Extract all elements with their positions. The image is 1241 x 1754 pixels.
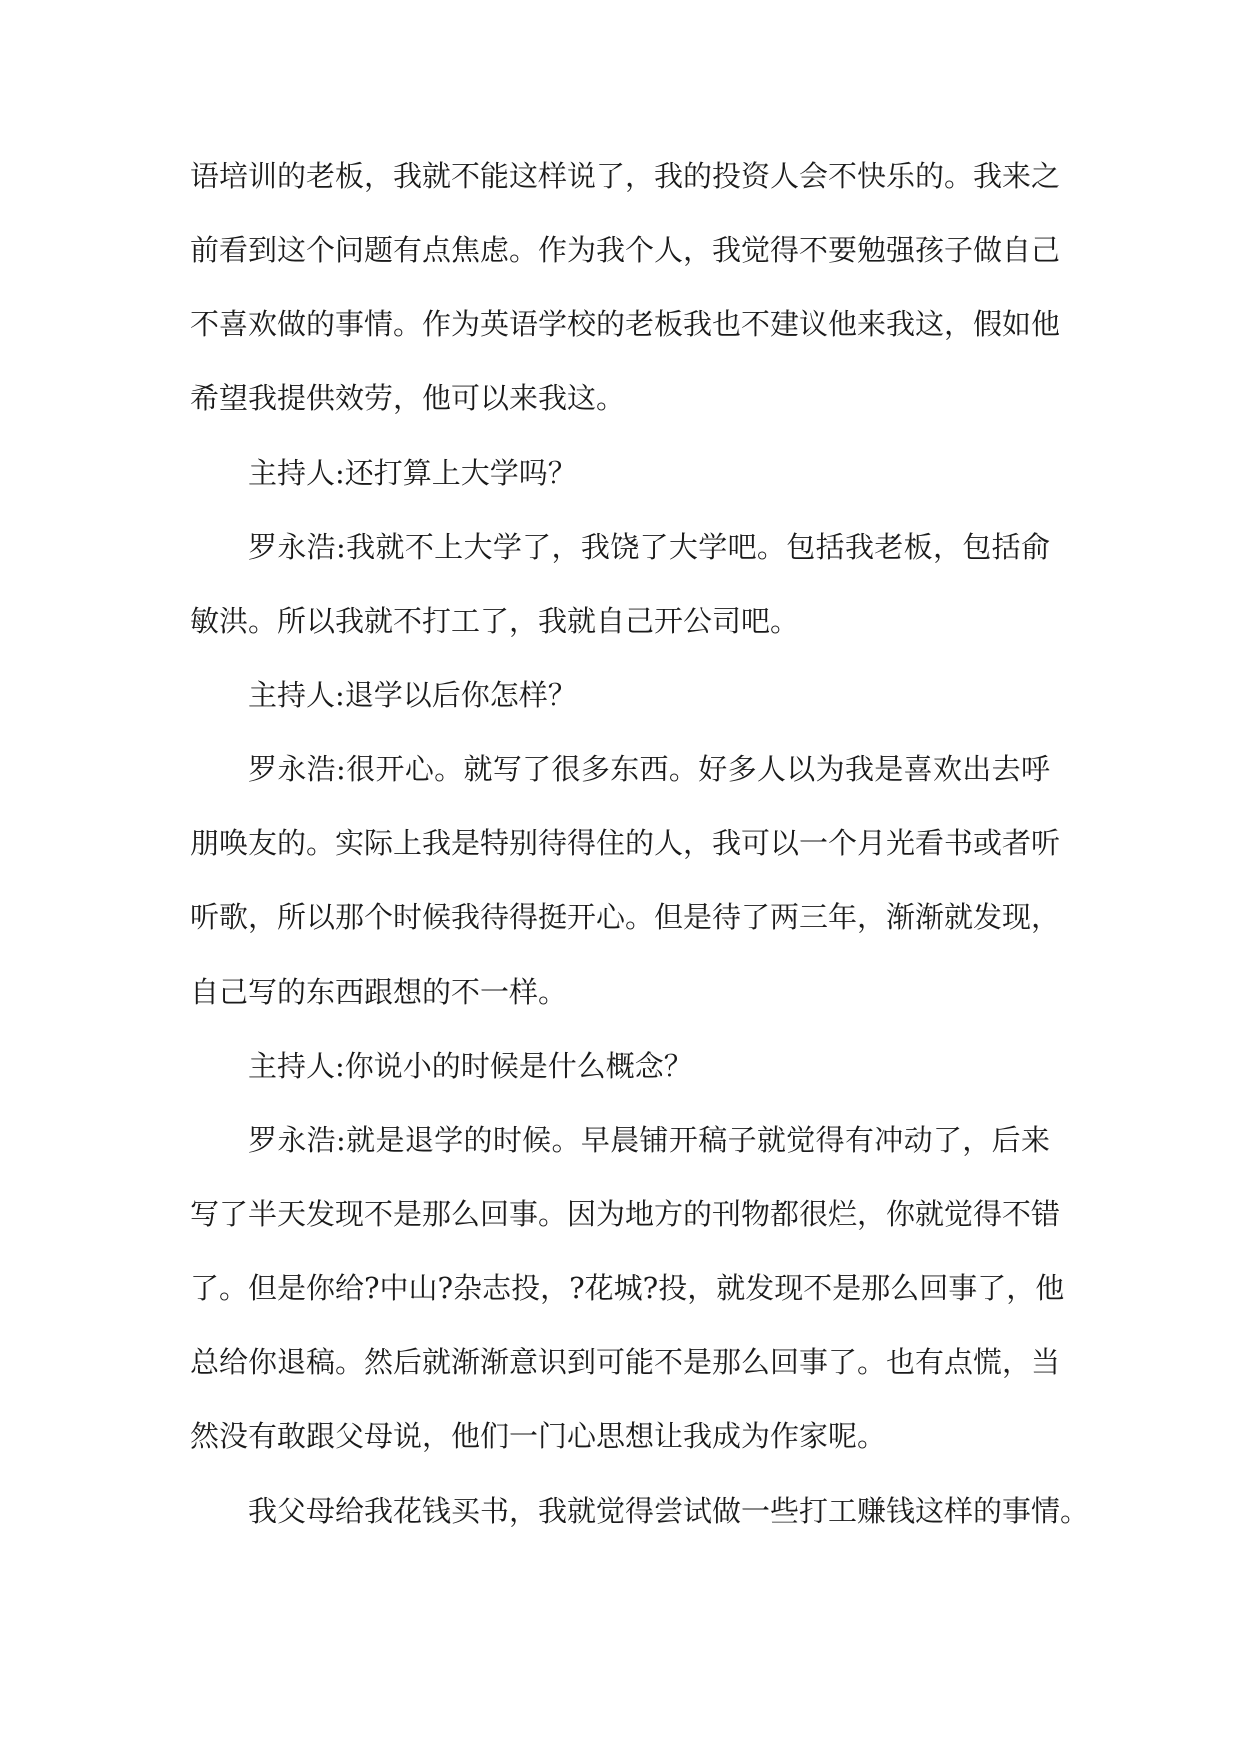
text-line: 罗永浩:很开心。就写了很多东西。好多人以为我是喜欢出去呼	[248, 752, 1050, 787]
text-line: 主持人:你说小的时候是什么概念？	[248, 1048, 693, 1083]
text-line: 罗永浩:就是退学的时候。早晨铺开稿子就觉得有冲动了，后来	[248, 1122, 1050, 1157]
text-line: 希望我提供效劳，他可以来我这。	[190, 381, 626, 416]
text-line: 前看到这个问题有点焦虑。作为我个人，我觉得不要勉强孩子做自己	[190, 233, 1061, 268]
text-line: 主持人:还打算上大学吗？	[248, 455, 577, 490]
text-line: 敏洪。所以我就不打工了，我就自己开公司吧。	[190, 603, 800, 638]
text-line: 罗永浩:我就不上大学了，我饶了大学吧。包括我老板，包括俞	[248, 529, 1050, 564]
text-line: 听歌，所以那个时候我待得挺开心。但是待了两三年，渐渐就发现，	[190, 900, 1061, 935]
text-line: 总给你退稿。然后就渐渐意识到可能不是那么回事了。也有点慌，当	[190, 1345, 1061, 1380]
document-body	[190, 139, 1090, 1548]
text-line: 不喜欢做的事情。作为英语学校的老板我也不建议他来我这，假如他	[190, 307, 1061, 342]
text-line: 自己写的东西跟想的不一样。	[190, 974, 568, 1009]
text-line: 朋唤友的。实际上我是特别待得住的人，我可以一个月光看书或者听	[190, 826, 1061, 861]
text-line: 写了半天发现不是那么回事。因为地方的刊物都很烂，你就觉得不错	[190, 1196, 1061, 1231]
text-line: 语培训的老板，我就不能这样说了，我的投资人会不快乐的。我来之	[190, 159, 1061, 193]
text-line: 我父母给我花钱买书，我就觉得尝试做一些打工赚钱这样的事情。	[248, 1493, 1090, 1528]
text-line: 了。但是你给?中山?杂志投，?花城?投，就发现不是那么回事了，他	[190, 1271, 1065, 1306]
text-line: 主持人:退学以后你怎样？	[248, 677, 577, 712]
text-line: 然没有敢跟父母说，他们一门心思想让我成为作家呢。	[190, 1419, 887, 1454]
